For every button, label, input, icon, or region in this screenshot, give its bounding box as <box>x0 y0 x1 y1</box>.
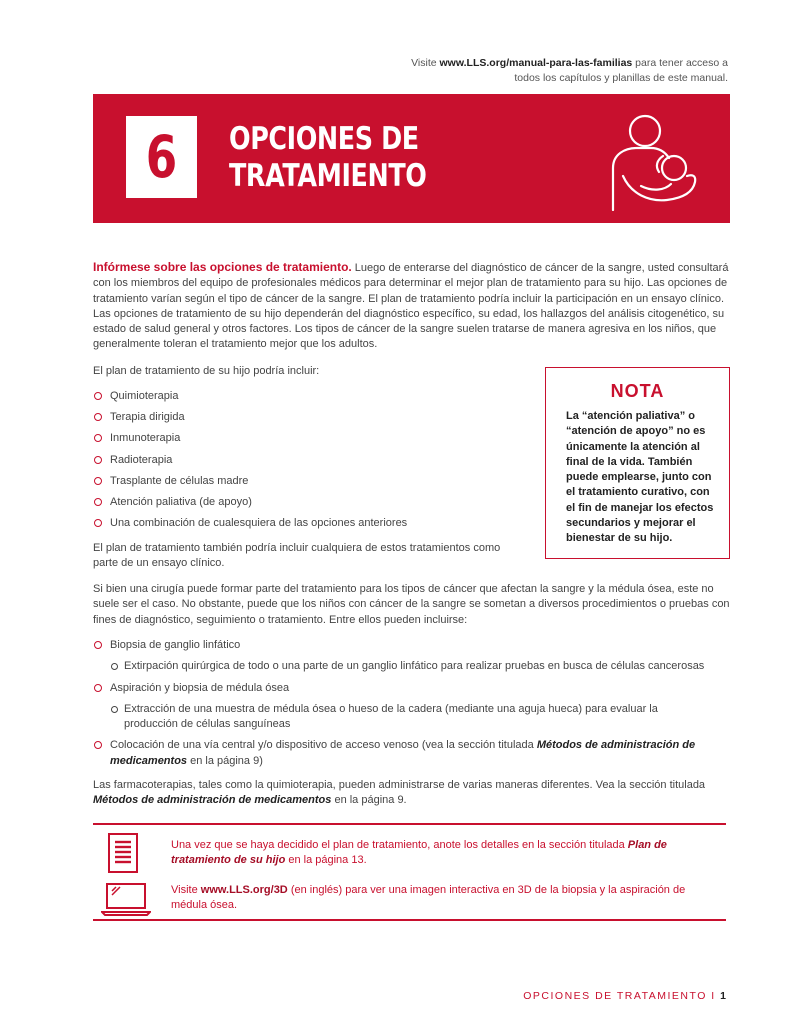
note-box <box>545 367 730 559</box>
page-number: 1 <box>720 990 726 1002</box>
laptop-icon <box>101 882 151 916</box>
list-item: Colocación de una vía central y/o dispositivo de acceso venoso (vea la sección titulada Métodos de administración de medicamentos en la página 9) <box>93 738 733 769</box>
list-item: Inmunoterapia <box>93 431 533 452</box>
list-item: Trasplante de células madre <box>93 474 533 495</box>
list-item: Una combinación de cualesquiera de las opciones anteriores <box>93 516 533 537</box>
divider <box>93 919 726 921</box>
manual-url-link[interactable]: www.LLS.org/manual-para-las-familias <box>439 57 633 69</box>
intro-lead: Infórmese sobre las opciones de tratamiento. <box>93 260 352 274</box>
drug-paragraph: Las farmacoterapias, tales como la quimioterapia, pueden administrarse de varias maneras diferentes. Vea la sección titulada Métodos de administración de medicamentos en la página 9. <box>93 779 706 807</box>
lls-3d-link[interactable]: www.LLS.org/3D <box>200 884 288 896</box>
cross-reference: Métodos de administración de medicamentos <box>93 794 332 807</box>
divider <box>93 823 726 825</box>
list-item: Aspiración y biopsia de médula ósea <box>93 681 733 696</box>
treatment-list <box>93 389 533 537</box>
cross-reference: Plan de tratamiento de su hijo <box>171 839 667 867</box>
note-title: NOTA <box>610 381 665 401</box>
chapter-banner <box>93 94 730 223</box>
list-item: Biopsia de ganglio linfático <box>93 638 733 653</box>
list-item: Extirpación quirúrgica de todo o una parte de un ganglio linfático para realizar pruebas en busca de células cancerosas <box>93 659 733 674</box>
chapter-title: OPCIONES DE TRATAMIENTO <box>229 121 427 194</box>
note-text: La “atención paliativa” o “atención de apoyo” no es únicamente la atención al final de la vida. También puede emplearse, junto con el tratamiento curativo, con el fin de manejar los efectos secundarios y mejorar el bienestar de su hijo. <box>566 410 714 545</box>
intro-paragraph: Infórmese sobre las opciones de tratamiento. Luego de enterarse del diagnóstico de cáncer de la sangre, usted consultará con los miembros del equipo de profesionales médicos para determinar el mejor plan de tratamiento para su hijo. Las opciones de tratamiento varían según el tipo de cáncer de la sangre. El plan de tratamiento podría incluir la participación en un ensayo clínico. Las opciones de tratamiento de su hijo dependerán del diagnóstico específico, su edad, los hallazgos del análisis citogenético, su estado de salud general y otros factores. Los tipos de cáncer de la sangre suelen tratarse de manera agresiva en los niños, que generalmente toleran el tratamiento mejor que los adultos. <box>93 260 729 351</box>
surgery-paragraph: Si bien una cirugía puede formar parte del tratamiento para los tipos de cáncer que afectan la sangre y la médula ósea, este no suele ser el caso. No obstante, puede que los niños con cáncer de la sangre se sometan a diversos procedimientos o pruebas con fines de diagnóstico, seguimiento o tratamiento. Entre ellos pueden incluirse: <box>93 583 730 626</box>
list-item: Terapia dirigida <box>93 410 533 431</box>
document-icon <box>108 833 138 873</box>
list-item: Atención paliativa (de apoyo) <box>93 495 533 516</box>
plan-intro: El plan de tratamiento de su hijo podría incluir: <box>93 365 320 377</box>
list-item: Quimioterapia <box>93 389 533 410</box>
list-item: Extracción de una muestra de médula ósea o hueso de la cadera (mediante una aguja hueca) para evaluar la producción de células sanguíneas <box>93 702 733 733</box>
page-footer: OPCIONES DE TRATAMIENTO I 1 <box>523 990 726 1002</box>
plan-outro: El plan de tratamiento también podría incluir cualquiera de estos tratamientos como parte de un ensayo clínico. <box>93 542 501 570</box>
list-item: Radioterapia <box>93 453 533 474</box>
chapter-number: 6 <box>126 116 197 198</box>
cross-reference: Métodos de administración de medicamentos <box>110 739 696 767</box>
manual-link-note: Visite www.LLS.org/manual-para-las-familias para tener acceso a todos los capítulos y planillas de este manual. <box>411 57 728 84</box>
parent-holding-child-icon <box>601 106 706 211</box>
plan-callout: Una vez que se haya decidido el plan de tratamiento, anote los detalles en la sección titulada Plan de tratamiento de su hijo en la página 13. <box>171 839 667 867</box>
procedure-list <box>93 638 733 769</box>
web-callout: Visite www.LLS.org/3D (en inglés) para ver una imagen interactiva en 3D de la biopsia y la aspiración de médula ósea. <box>171 884 686 912</box>
